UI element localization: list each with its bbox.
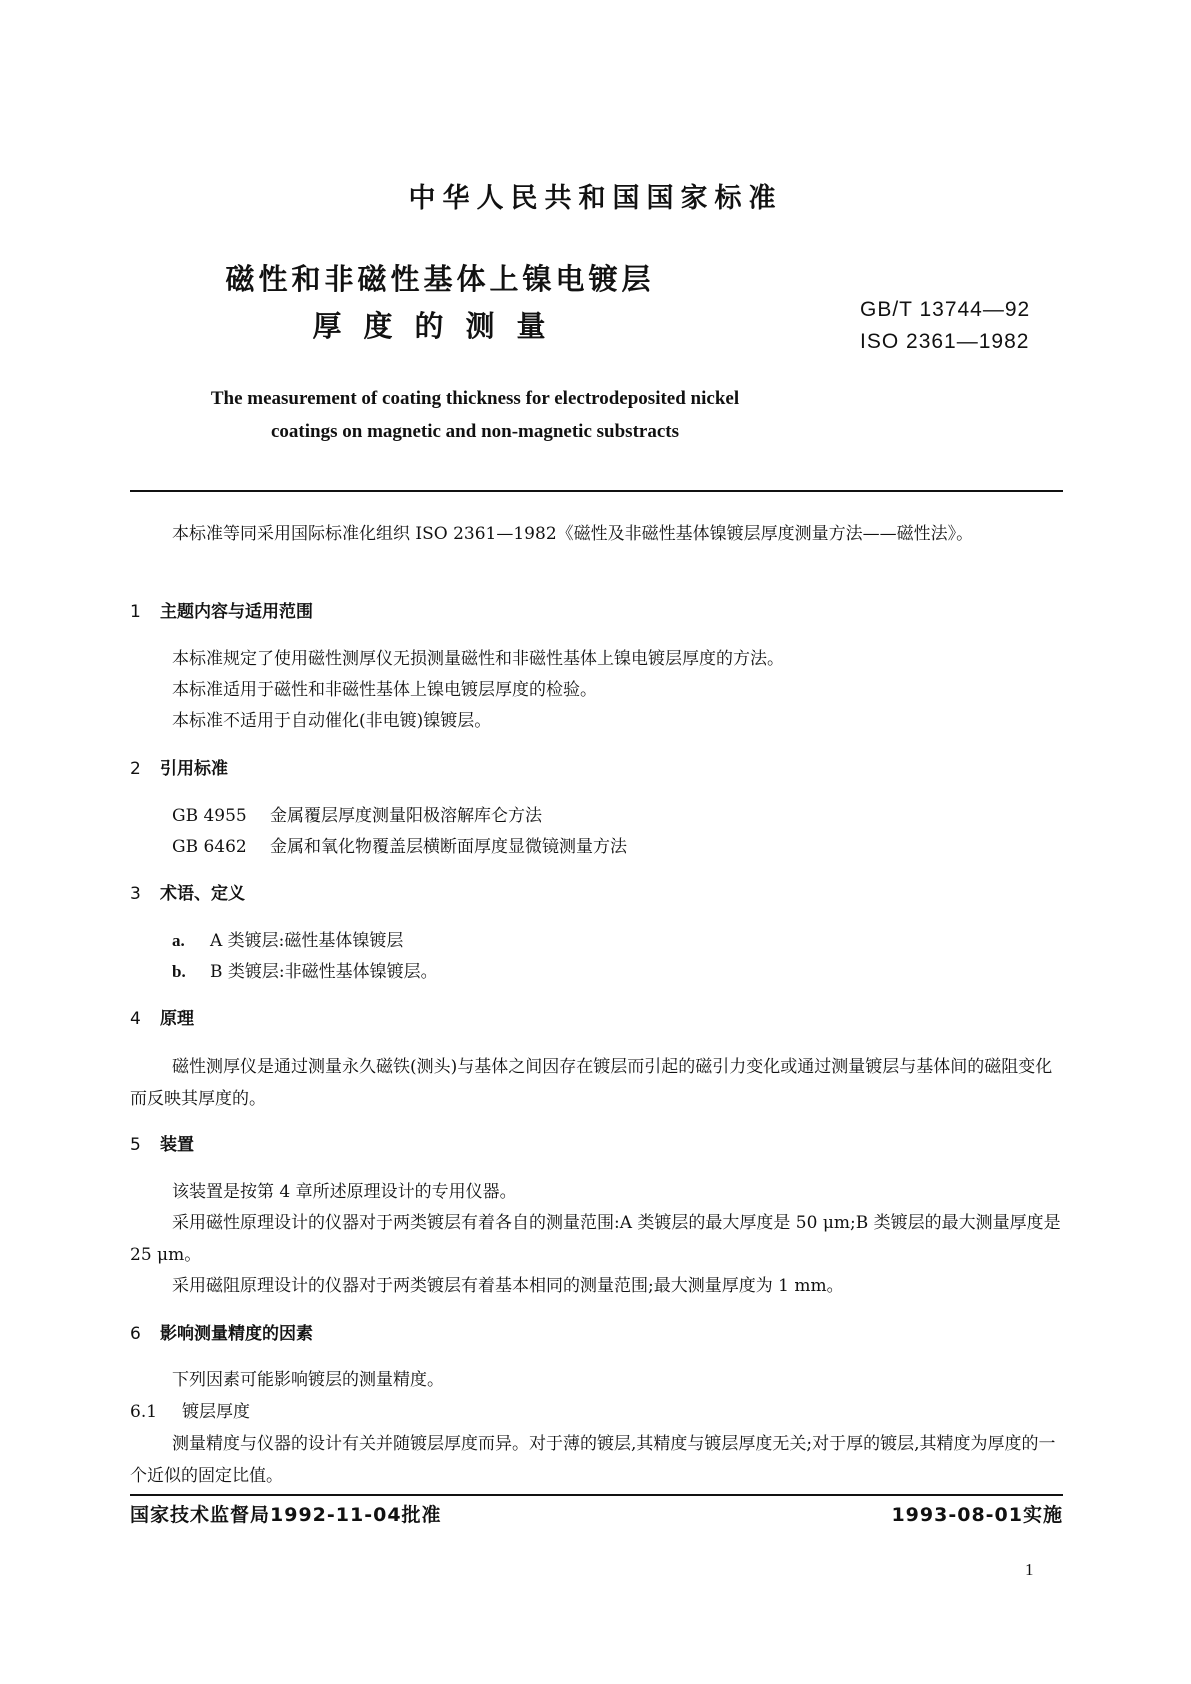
section-3-number: 3	[130, 884, 141, 904]
reference-title: 金属覆层厚度测量阳极溶解库仑方法	[270, 806, 542, 826]
document-title-cn-line2: 厚度的测量	[312, 309, 568, 343]
section-6-heading	[130, 1318, 313, 1350]
approval-line: 国家技术监督局1992-11-04批准	[130, 1504, 442, 1526]
page-number: 1	[1025, 1560, 1034, 1579]
intro-paragraph: 本标准等同采用国际标准化组织 ISO 2361—1982《磁性及非磁性基体镍镀层厚度测量方法——磁性法》。	[172, 524, 974, 544]
section-3-heading	[130, 878, 245, 910]
definition-item	[172, 956, 1063, 988]
reference-code: GB 6462	[172, 837, 247, 857]
section-1-line-3: 本标准不适用于自动催化(非电镀)镍镀层。	[172, 711, 492, 731]
section-2-number: 2	[130, 759, 141, 779]
section-5-title: 装置	[160, 1135, 194, 1155]
reference-item	[172, 800, 1063, 832]
section-4-number: 4	[130, 1009, 141, 1029]
subsection-6-1-number: 6.1	[130, 1402, 158, 1422]
section-5-paragraph-3: 采用磁阻原理设计的仪器对于两类镀层有着基本相同的测量范围;最大测量厚度为 1 mm。	[172, 1276, 844, 1296]
iso-standard-code: ISO 2361—1982	[860, 330, 1030, 353]
subsection-6-1-paragraph: 测量精度与仪器的设计有关并随镀层厚度而异。对于薄的镀层,其精度与镀层厚度无关;对于厚的镀层,其精度为厚度的一个近似的固定比值。	[130, 1434, 1056, 1486]
reference-item	[172, 831, 1063, 863]
section-1-line-2: 本标准适用于磁性和非磁性基体上镍电镀层厚度的检验。	[172, 680, 597, 700]
section-1-number: 1	[130, 602, 141, 622]
implementation-line: 1993-08-01实施	[891, 1504, 1063, 1526]
document-title-en-line1: The measurement of coating thickness for electrodeposited nickel	[210, 388, 740, 409]
section-4-title: 原理	[160, 1009, 194, 1029]
document-title-en-line2: coatings on magnetic and non-magnetic substracts	[271, 421, 679, 442]
section-5-heading	[130, 1129, 194, 1161]
reference-code: GB 4955	[172, 806, 247, 826]
definition-text: A 类镀层:磁性基体镍镀层	[210, 931, 404, 951]
section-4-heading	[130, 1003, 194, 1035]
section-1-title: 主题内容与适用范围	[160, 602, 313, 622]
gb-standard-code: GB/T 13744—92	[860, 298, 1031, 321]
section-6-title: 影响测量精度的因素	[160, 1324, 313, 1344]
section-6-paragraph: 下列因素可能影响镀层的测量精度。	[172, 1370, 444, 1390]
header-divider	[130, 490, 1063, 492]
section-6-number: 6	[130, 1324, 141, 1344]
section-3-title: 术语、定义	[160, 884, 245, 904]
section-5-paragraph-2: 采用磁性原理设计的仪器对于两类镀层有着各自的测量范围:A 类镀层的最大厚度是 50 μm;B 类镀层的最大测量厚度是 25 μm。	[130, 1213, 1061, 1265]
definition-item	[172, 925, 1063, 957]
section-1-heading	[130, 596, 313, 628]
section-2-heading	[130, 753, 228, 785]
section-1-line-1: 本标准规定了使用磁性测厚仪无损测量磁性和非磁性基体上镍电镀层厚度的方法。	[172, 649, 784, 669]
subsection-6-1-heading	[130, 1396, 250, 1428]
standard-type-heading: 中华人民共和国国家标准	[408, 183, 783, 214]
subsection-6-1-title: 镀层厚度	[182, 1402, 250, 1422]
section-5-paragraph-1: 该装置是按第 4 章所述原理设计的专用仪器。	[172, 1182, 517, 1202]
reference-title: 金属和氧化物覆盖层横断面厚度显微镜测量方法	[270, 837, 627, 857]
section-5-number: 5	[130, 1135, 141, 1155]
section-4-paragraph: 磁性测厚仪是通过测量永久磁铁(测头)与基体之间因存在镀层而引起的磁引力变化或通过测量镀层与基体间的磁阻变化而反映其厚度的。	[130, 1057, 1053, 1109]
definition-mark: a.	[172, 931, 185, 950]
document-title-cn-line1: 磁性和非磁性基体上镍电镀层	[225, 262, 655, 296]
section-2-title: 引用标准	[160, 759, 228, 779]
definition-mark: b.	[172, 962, 186, 981]
definition-text: B 类镀层:非磁性基体镍镀层。	[210, 962, 438, 982]
footer-divider	[130, 1494, 1063, 1496]
